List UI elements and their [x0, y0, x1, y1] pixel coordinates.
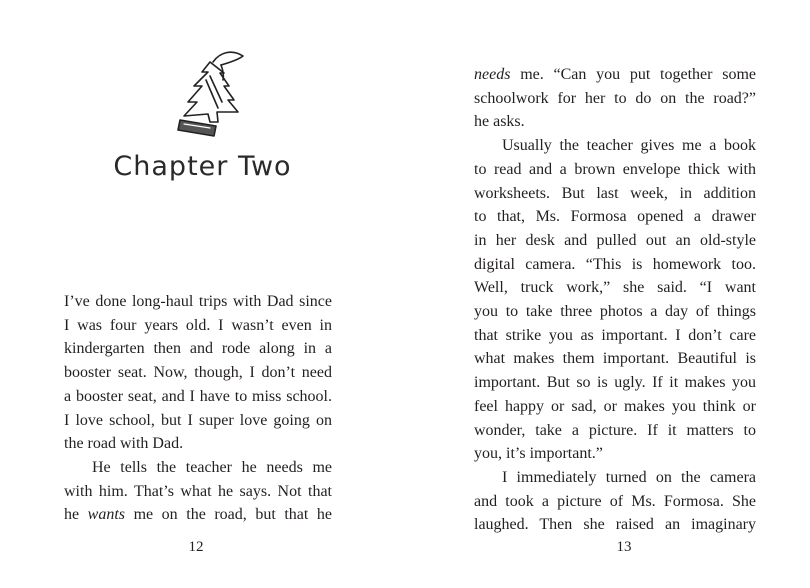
text-line: Well, truck work,” she said. “I want — [474, 279, 756, 297]
text-line: to that, Ms. Formosa opened a drawer — [474, 208, 756, 226]
text-line: digital camera. “This is homework too. — [474, 255, 756, 273]
page-number: 12 — [188, 539, 204, 555]
paragraph — [474, 134, 756, 466]
right-page — [405, 0, 810, 588]
text-line: to read and a brown envelope thick with — [474, 160, 756, 178]
paragraph — [64, 456, 332, 527]
left-page-body — [64, 290, 332, 527]
text-line: He tells the teacher he needs me — [92, 458, 332, 476]
text-segment: me on the road, but that he — [125, 506, 333, 524]
text-line: Usually the teacher gives me a book — [502, 137, 756, 155]
text-segment: he — [64, 506, 88, 524]
text-line: worksheets. But last week, in addition — [474, 184, 756, 202]
paragraph — [474, 63, 756, 134]
text-line: what makes them important. Beautiful is — [474, 350, 756, 368]
emphasis-text: needs — [474, 66, 511, 83]
page-number: 13 — [616, 539, 632, 555]
text-line: a booster seat, and I have to miss school. — [64, 387, 332, 405]
text-line: with him. That’s what he says. Not that — [64, 482, 332, 500]
chapter-title: Chapter Two — [113, 151, 292, 182]
emphasis-text: wants — [87, 506, 126, 524]
text-line: schoolwork for her to do on the road?” — [474, 89, 756, 107]
text-line: booster seat. Now, though, I don’t need — [64, 364, 332, 382]
text-line: feel happy or sad, or makes you think or — [474, 397, 756, 415]
text-line: you to take three photos a day of things — [474, 303, 756, 321]
text-line: you, it’s important.” — [474, 445, 603, 463]
text-line: wonder, take a picture. If it matters to — [474, 421, 756, 439]
text-line: important. But so is ugly. If it makes you — [474, 374, 756, 392]
tree-air-freshener-icon — [166, 50, 260, 138]
paragraph — [64, 290, 332, 456]
text-line: I immediately turned on the camera — [502, 468, 756, 486]
text-line: kindergarten then and rode along in a — [64, 340, 332, 358]
text-line: the road with Dad. — [64, 435, 184, 453]
text-line: I’ve done long-haul trips with Dad since — [64, 293, 332, 310]
text-segment: me. “Can you put together some — [510, 66, 756, 83]
text-line: I was four years old. I wasn’t even in — [64, 316, 332, 334]
text-line: he asks. — [474, 113, 525, 131]
text-line: that strike you as important. I don’t care — [474, 326, 756, 344]
text-line: I love school, but I super love going on — [64, 411, 332, 429]
text-line-emphasis — [64, 503, 332, 527]
text-line-emphasis — [474, 63, 756, 87]
text-line: in her desk and pulled out an old-style — [474, 231, 756, 249]
text-line: and took a picture of Ms. Formosa. She — [474, 492, 756, 510]
paragraph — [474, 466, 756, 537]
right-page-body — [474, 63, 756, 537]
text-line: laughed. Then she raised an imaginary — [474, 516, 756, 534]
